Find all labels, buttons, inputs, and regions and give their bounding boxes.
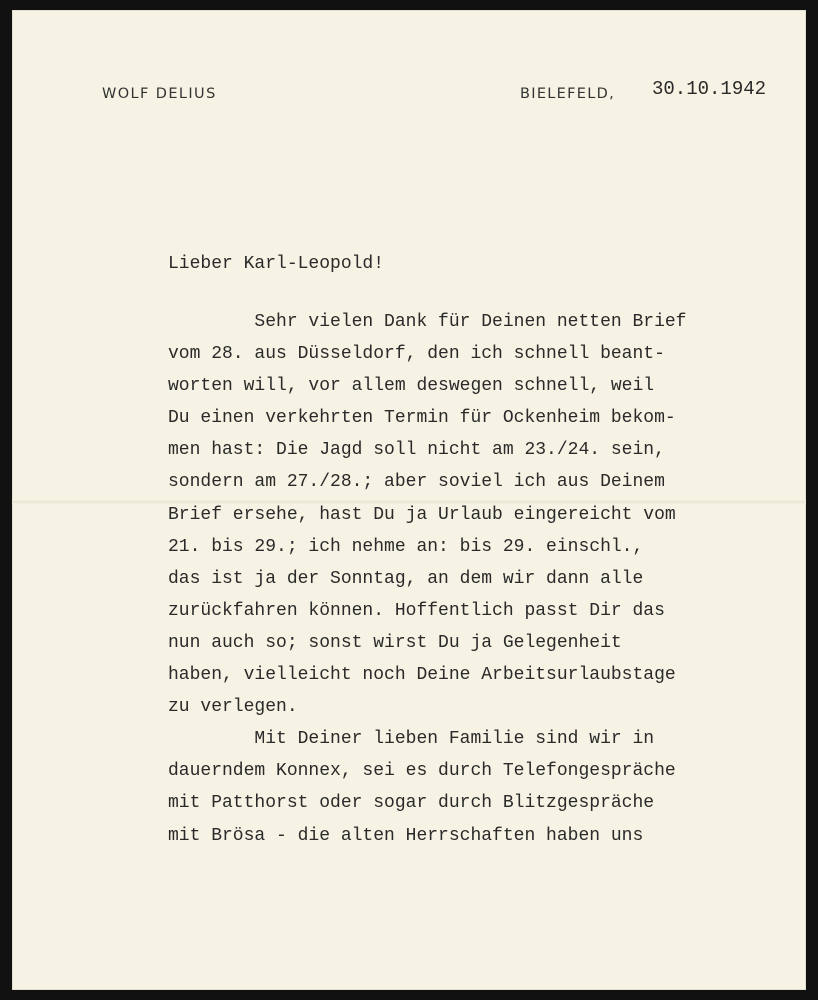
letter-body [168,306,800,852]
body-line: worten will, vor allem deswegen schnell, weil [168,376,655,397]
body-line: men hast: Die Jagd soll nicht am 23./24. sein, [168,440,665,461]
body-line: zu verlegen. [168,697,298,718]
body-line: nun auch so; sonst wirst Du ja Gelegenheit [168,632,622,653]
body-line: Mit Deiner lieben Familie sind wir in [168,729,655,750]
body-line: das ist ja der Sonntag, an dem wir dann alle [168,568,644,589]
body-line: haben, vielleicht noch Deine Arbeitsurlaubstage [168,665,676,686]
body-line: mit Patthorst oder sogar durch Blitzgespräche [168,793,655,814]
body-line: sondern am 27./28.; aber soviel ich aus Deinem [168,472,665,493]
body-line: Sehr vielen Dank für Deinen netten Brief [168,312,687,332]
body-line: vom 28. aus Düsseldorf, den ich schnell beant- [168,344,665,365]
letter-page [12,10,806,990]
letterhead-sender-name: WOLF DELIUS [102,86,217,102]
body-line: zurückfahren können. Hoffentlich passt Dir das [168,600,665,621]
letterhead-place: BIELEFELD, [520,86,615,102]
salutation: Lieber Karl-Leopold! [168,254,385,274]
body-line: Du einen verkehrten Termin für Ockenheim bekom- [168,408,676,429]
body-line: dauerndem Konnex, sei es durch Telefongespräche [168,761,676,782]
body-line: Brief ersehe, hast Du ja Urlaub eingereicht vom [168,504,676,525]
body-line: mit Brösa - die alten Herrschaften haben uns [168,825,644,846]
body-line: 21. bis 29.; ich nehme an: bis 29. einschl., [168,536,644,557]
letter-date: 30.10.1942 [652,78,767,100]
